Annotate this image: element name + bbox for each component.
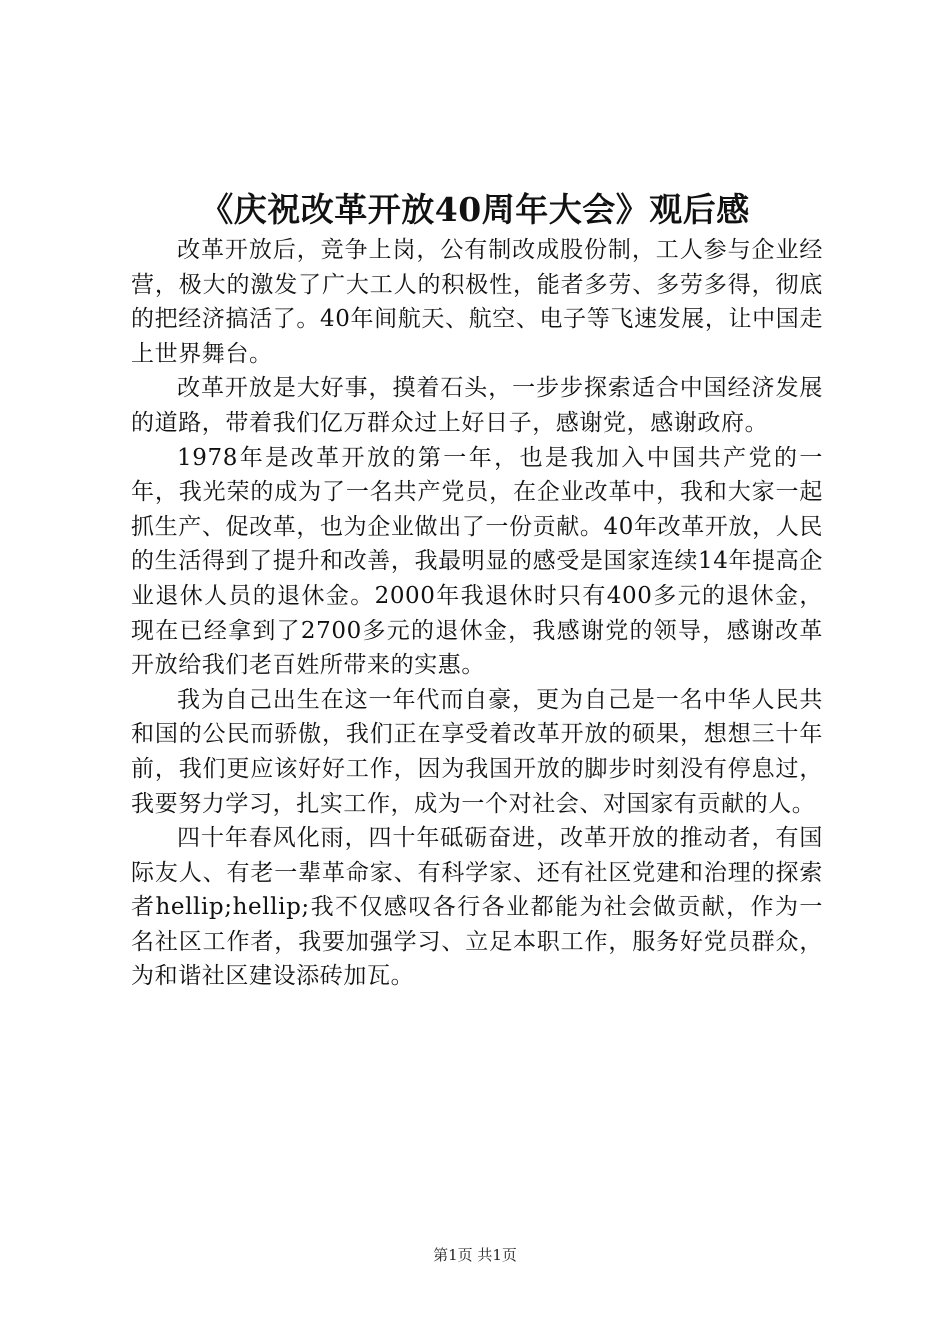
paragraph-1: 改革开放后，竞争上岗，公有制改成股份制，工人参与企业经营，极大的激发了广大工人的积极性，能者多劳、多劳多得，彻底的把经济搞活了。40年间航天、航空、电子等飞速发展，让中国走上世界舞台。 — [131, 237, 823, 367]
paragraph-2: 改革开放是大好事，摸着石头，一步步探索适合中国经济发展的道路，带着我们亿万群众过上好日子，感谢党，感谢政府。 — [131, 375, 823, 436]
page-footer: 第1页 共1页 — [433, 1246, 517, 1264]
paragraph-4: 我为自己出生在这一年代而自豪，更为自己是一名中华人民共和国的公民而骄傲，我们正在享受着改革开放的硕果，想想三十年前，我们更应该好好工作，因为我国开放的脚步时刻没有停息过，我要努力学习，扎实工作，成为一个对社会、对国家有贡献的人。 — [131, 686, 823, 817]
paragraph-3: 1978年是改革开放的第一年，也是我加入中国共产党的一年，我光荣的成为了一名共产党员，在企业改革中，我和大家一起抓生产、促改革，也为企业做出了一份贡献。40年改革开放，人民的生活得到了提升和改善，我最明显的感受是国家连续14年提高企业退休人员的退休金。2000年我退休时只有400多元的退休金，现在已经拿到了2700多元的退休金，我感谢党的领导，感谢改革开放给我们老百姓所带来的实惠。 — [131, 444, 823, 679]
paragraph-5: 四十年春风化雨，四十年砥砺奋进，改革开放的推动者，有国际友人、有老一辈革命家、有科学家、还有社区党建和治理的探索者hellip;hellip;我不仅感叹各行各业都能为社会做贡献，作为一名社区工作者，我要加强学习、立足本职工作，服务好党员群众，为和谐社区建设添砖加瓦。 — [131, 825, 823, 990]
document-title: 《庆祝改革开放40周年大会》观后感 — [200, 190, 750, 229]
document-body — [131, 233, 823, 994]
